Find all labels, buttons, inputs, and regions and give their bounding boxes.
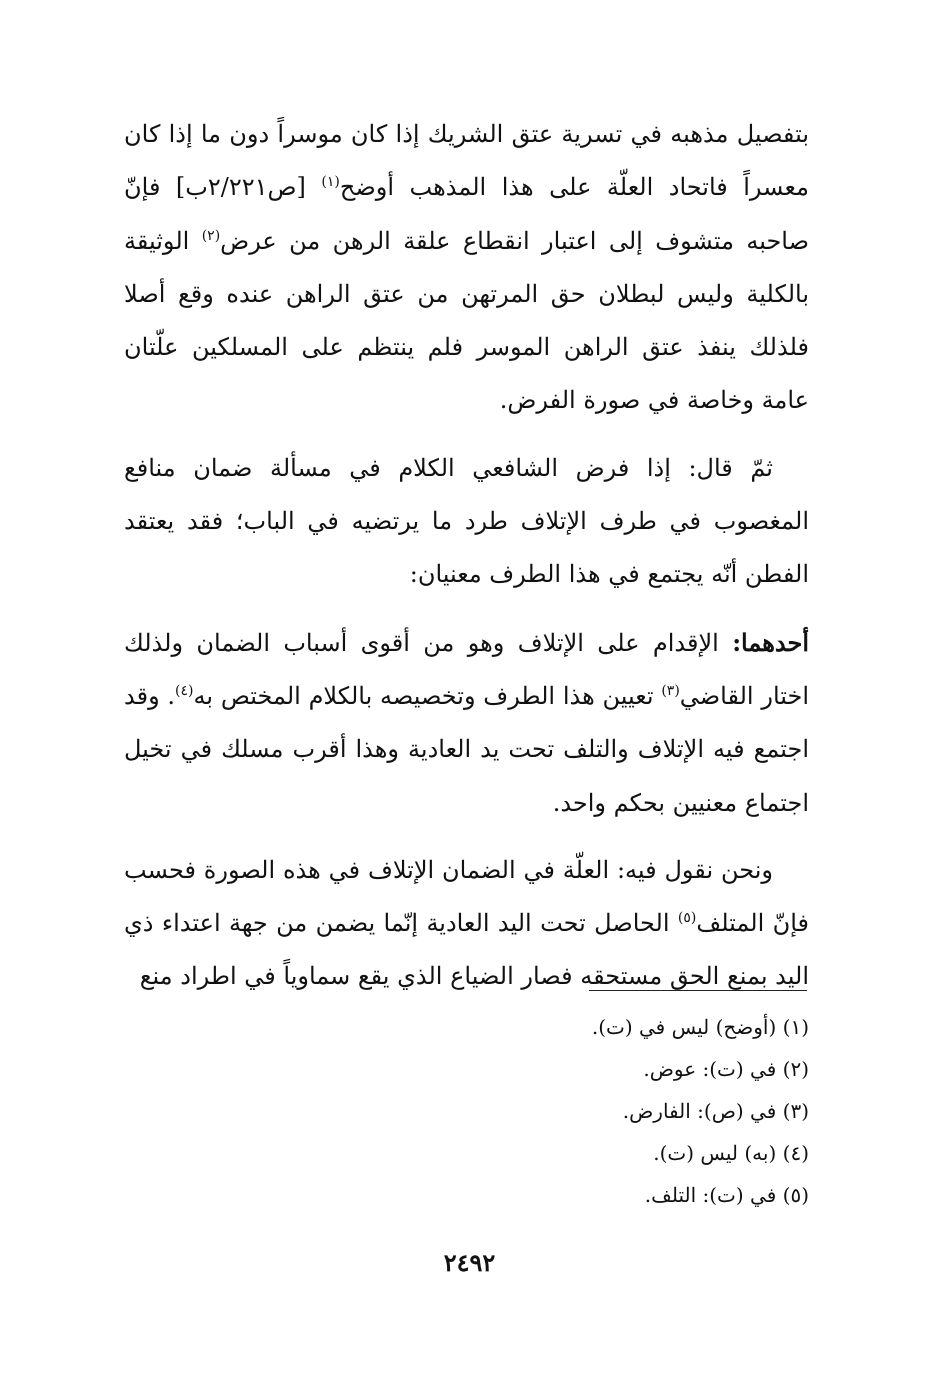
footnotes: [409, 1006, 809, 1216]
footnote: (٢) في (ت): عوض.: [643, 1057, 809, 1081]
main-text: [124, 108, 809, 1018]
text-segment: الحاصل تحت اليد العادية إنّما يضمن من جهة اعتداء ذي اليد بمنع الحق مستحقه فصار الضياع الذي يقع سماوياً في اطراد منع: [124, 909, 809, 991]
paragraph: [124, 442, 809, 602]
footnote-reference: (٢): [201, 227, 221, 244]
footnote: (١) (أوضح) ليس في (ت).: [591, 1015, 809, 1039]
text-segment: ونحن نقول فيه: العلّة في الضمان الإتلاف في هذه الصورة فحسب فإنّ المتلف: [124, 855, 809, 938]
text-segment: تعيين هذا الطرف وتخصيصه بالكلام المختص به: [193, 681, 662, 710]
text-segment: ثمّ قال: إذا فرض الشافعي الكلام في مسألة ضمان منافع المغصوب في طرف الإتلاف طرد ما يرتضيه في الباب؛ فقد يعتقد الفطن أنّه يجتمع في هذا الطرف معنيان:: [124, 453, 809, 589]
footnote: (٥) في (ت): التلف.: [644, 1183, 809, 1207]
text-segment: [ص٢/٢٢١ب] فإنّ صاحبه متشوف إلى اعتبار انقطاع علقة الرهن من عرض: [124, 173, 810, 255]
footnote: (٣) في (ص): الفارض.: [622, 1099, 809, 1123]
footnote-reference: (١): [321, 174, 340, 191]
footnote-divider: [589, 990, 807, 991]
footnote-reference: (٤): [175, 682, 194, 699]
page-number: ٢٤٩٢: [443, 1248, 496, 1277]
footnote-reference: (٥): [677, 910, 697, 927]
paragraph: [124, 616, 809, 830]
text-segment: الوثيقة بالكلية وليس لبطلان حق المرتهن من عتق الراهن عنده وقع أصلا فلذلك ينفذ عتق الراهن الموسر فلم ينتظم على المسلكين علّتان عامة وخاصة في صورة الفرض.: [124, 226, 810, 415]
footnote: (٤) (به) ليس (ت).: [653, 1141, 809, 1165]
text-segment: الإقدام على الإتلاف وهو من أقوى أسباب الضمان ولذلك اختار القاضي: [124, 628, 810, 710]
footnote-reference: (٣): [661, 682, 680, 699]
text-segment: . وقد اجتمع فيه الإتلاف والتلف تحت يد العادية وهذا أقرب مسلك في تخيل اجتماع معنيين بحكم واحد.: [124, 681, 809, 817]
text-segment: بتفصيل مذهبه في تسرية عتق الشريك إذا كان موسراً دون ما إذا كان معسراً فاتحاد العلّة على هذا المذهب أوضح: [124, 120, 809, 202]
text-segment: أحدهما:: [732, 627, 809, 657]
paragraph: [124, 844, 809, 1004]
paragraph: [124, 108, 809, 428]
